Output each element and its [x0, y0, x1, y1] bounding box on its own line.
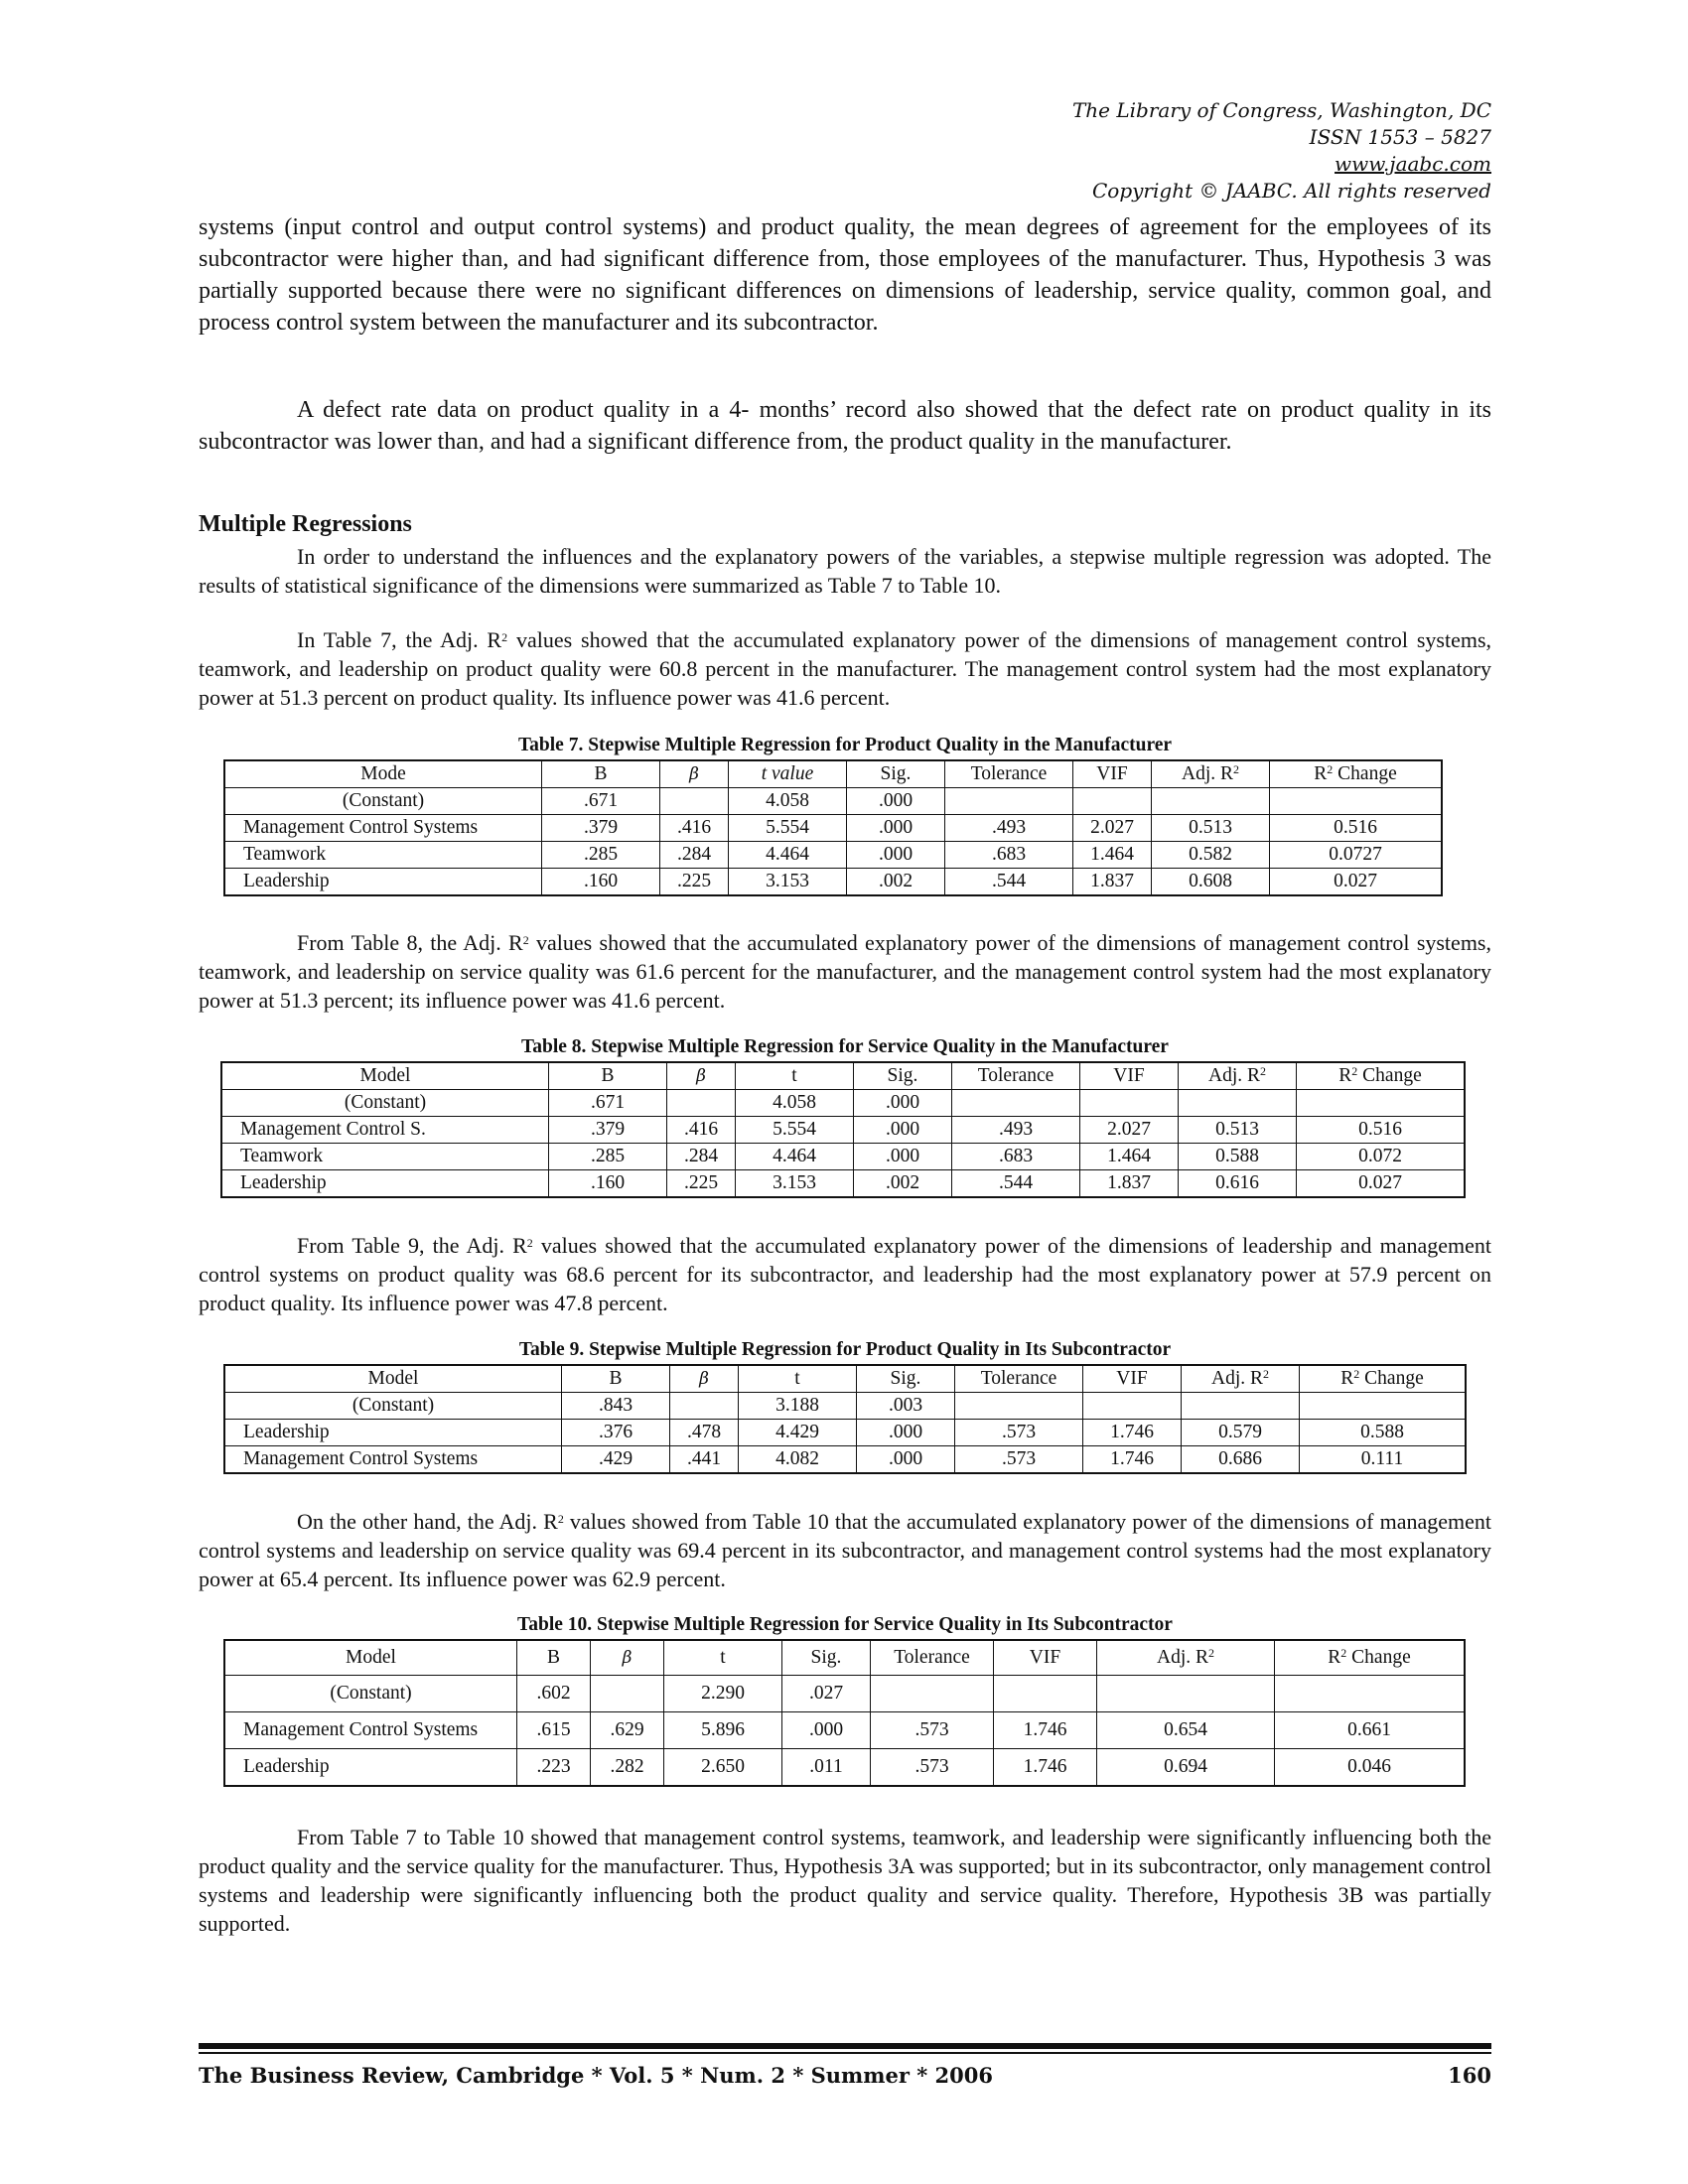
paragraph-table7-summary [199, 625, 1491, 712]
table-cell: 0.579 [1182, 1420, 1300, 1446]
text-fragment: values showed that the accumulated explanatory power of the dimensions of management control systems, teamwork, and leadership on product quality were 60.8 percent in the manufacturer. The management control system had the most explanatory power at 51.3 percent on product quality. Its influence power was 41.6 percent. [199, 627, 1492, 710]
table-cell: .003 [857, 1393, 955, 1420]
table-cell: .478 [670, 1420, 739, 1446]
superscript: 2 [1327, 762, 1334, 776]
text-fragment: R [1314, 763, 1328, 784]
table-cell: 1.746 [994, 1712, 1097, 1749]
header-cell: β [667, 1062, 736, 1090]
table-cell: .160 [549, 1170, 667, 1198]
text-fragment: In Table 7, the Adj. R [297, 627, 502, 652]
paragraph-table8-summary [199, 928, 1491, 1015]
section-heading: Multiple Regressions [199, 511, 412, 537]
header-cell: B [549, 1062, 667, 1090]
table7-caption: Table 7. Stepwise Multiple Regression for Product Quality in the Manufacturer [517, 735, 1173, 755]
table-cell [1080, 1090, 1179, 1117]
table-cell: 2.290 [664, 1676, 782, 1712]
table-cell: 0.513 [1152, 815, 1270, 842]
table-cell: 0.686 [1182, 1446, 1300, 1474]
header-cell [1152, 760, 1270, 788]
text-fragment: Adj. R [1181, 763, 1233, 784]
table-cell: .000 [847, 815, 945, 842]
table-cell: (Constant) [224, 788, 542, 815]
header-cell [1270, 760, 1443, 788]
table-cell [660, 788, 729, 815]
header-cell: Sig. [857, 1365, 955, 1393]
table-cell: Teamwork [221, 1144, 549, 1170]
table-cell: .843 [562, 1393, 670, 1420]
table-cell [1270, 788, 1443, 815]
table-cell: .376 [562, 1420, 670, 1446]
table-cell: .573 [955, 1446, 1083, 1474]
table-cell: 4.058 [729, 788, 847, 815]
paragraph-intro-regression: In order to understand the influences and the explanatory powers of the variables, a stepwise multiple regression was adopted. The results of statistical significance of the dimensions were summarized as Table 7 to Table 10. [199, 544, 1491, 598]
table-cell: 0.111 [1300, 1446, 1467, 1474]
table-cell: Leadership [221, 1170, 549, 1198]
text-fragment: values showed that the accumulated explanatory power of the dimensions of leadership and management control systems on product quality was 68.6 percent for its subcontractor, and leadership had the most explanatory power at 57.9 percent on product quality. Its influence power was 47.8 percent. [199, 1233, 1491, 1315]
text-fragment: Change [1357, 1065, 1422, 1086]
paragraph-table9-summary [199, 1231, 1491, 1317]
table-cell: Leadership [224, 1749, 517, 1787]
header-cell: Sig. [847, 760, 945, 788]
text-fragment: R [1328, 1647, 1341, 1668]
table-row [221, 1144, 1465, 1170]
table-cell: 0.072 [1297, 1144, 1466, 1170]
table-cell: .379 [542, 815, 660, 842]
table-cell: .573 [955, 1420, 1083, 1446]
table-cell: 2.650 [664, 1749, 782, 1787]
paragraph-table10-summary [199, 1507, 1491, 1593]
table-cell: 1.746 [1083, 1420, 1182, 1446]
table-cell [871, 1676, 994, 1712]
header-cell: Model [224, 1365, 562, 1393]
table-row [224, 788, 1442, 815]
table-header-row [224, 1365, 1466, 1393]
table-cell: .284 [660, 842, 729, 869]
text-fragment: values showed from Table 10 that the accumulated explanatory power of the dimensions of management control systems and leadership on service quality was 69.4 percent in its subcontractor, and management control systems had the most explanatory power at 65.4 percent. Its influence power was 62.9 percent. [199, 1509, 1491, 1591]
header-cell: Tolerance [871, 1640, 994, 1676]
table-cell: 0.046 [1275, 1749, 1466, 1787]
table-cell: .285 [542, 842, 660, 869]
journal-header [1072, 97, 1491, 205]
table-cell: .284 [667, 1144, 736, 1170]
table8-caption: Table 8. Stepwise Multiple Regression for Service Quality in the Manufacturer [521, 1036, 1169, 1057]
table7 [223, 759, 1443, 896]
table-cell: 0.616 [1179, 1170, 1297, 1198]
header-cell [1182, 1365, 1300, 1393]
table-cell: Management Control Systems [224, 815, 542, 842]
paragraph-conclusion: From Table 7 to Table 10 showed that management control systems, teamwork, and leadership were significantly influencing both the product quality and the service quality for the manufacturer. Thus, Hypothesis 3A was supported; but in its subcontractor, only management control systems and leadership were significantly influencing both the product quality and service quality. Therefore, Hypothesis 3B was partially supported. [199, 1825, 1491, 1936]
table-cell [955, 1393, 1083, 1420]
header-cell: VIF [1083, 1365, 1182, 1393]
table-cell: 4.058 [736, 1090, 854, 1117]
header-cell [1097, 1640, 1275, 1676]
header-cell: t [736, 1062, 854, 1090]
superscript: 2 [1263, 1367, 1269, 1381]
table-cell [952, 1090, 1080, 1117]
table-cell: 0.661 [1275, 1712, 1466, 1749]
table-cell: 5.554 [736, 1117, 854, 1144]
superscript: 2 [526, 1236, 533, 1250]
superscript: 2 [1353, 1367, 1360, 1381]
table-row [224, 1393, 1466, 1420]
table-row [221, 1117, 1465, 1144]
table-cell: 0.027 [1270, 869, 1443, 896]
page-footer [199, 2063, 1491, 2088]
header-copyright: Copyright © JAABC. All rights reserved [1091, 179, 1491, 203]
table-cell [1300, 1393, 1467, 1420]
table-header-row [224, 760, 1442, 788]
table-cell: .011 [782, 1749, 871, 1787]
table-row [221, 1170, 1465, 1198]
superscript: 2 [557, 1512, 564, 1526]
superscript: 2 [1233, 762, 1239, 776]
table-cell: 1.464 [1073, 842, 1152, 869]
header-cell: VIF [1073, 760, 1152, 788]
header-cell: VIF [1080, 1062, 1179, 1090]
table-cell: 4.464 [736, 1144, 854, 1170]
table9-caption: Table 9. Stepwise Multiple Regression for Product Quality in Its Subcontractor [518, 1339, 1172, 1360]
table-row [221, 1090, 1465, 1117]
table-cell: .379 [549, 1117, 667, 1144]
header-library: The Library of Congress, Washington, DC [1071, 98, 1491, 122]
table-cell: 1.837 [1073, 869, 1152, 896]
table-row [224, 1420, 1466, 1446]
table-cell: 0.516 [1297, 1117, 1466, 1144]
table-cell: Teamwork [224, 842, 542, 869]
table-cell: .573 [871, 1712, 994, 1749]
header-cell: β [591, 1640, 664, 1676]
header-cell: B [542, 760, 660, 788]
header-cell: t [739, 1365, 857, 1393]
table-cell: .544 [952, 1170, 1080, 1198]
table-cell: .671 [542, 788, 660, 815]
table8 [220, 1061, 1466, 1198]
table-cell: 0.516 [1270, 815, 1443, 842]
table-cell: Leadership [224, 1420, 562, 1446]
table-cell: .493 [952, 1117, 1080, 1144]
table-cell: .000 [854, 1090, 952, 1117]
header-cell: Model [221, 1062, 549, 1090]
table-cell: .493 [945, 815, 1073, 842]
table-cell: .416 [660, 815, 729, 842]
table-cell: 3.153 [736, 1170, 854, 1198]
text-fragment: On the other hand, the Adj. R [297, 1509, 558, 1534]
table-cell [945, 788, 1073, 815]
table-row [224, 869, 1442, 896]
header-cell: Tolerance [945, 760, 1073, 788]
text-fragment: Change [1359, 1368, 1424, 1389]
table-cell: 2.027 [1073, 815, 1152, 842]
table-cell: 1.464 [1080, 1144, 1179, 1170]
table-cell: 4.464 [729, 842, 847, 869]
table-cell: .544 [945, 869, 1073, 896]
table-cell: .000 [854, 1144, 952, 1170]
text-fragment: Adj. R [1210, 1368, 1263, 1389]
footer-rule [199, 2052, 1491, 2054]
text-fragment: Change [1346, 1647, 1411, 1668]
superscript: 2 [1340, 1646, 1347, 1660]
header-cell [1300, 1365, 1467, 1393]
table-cell: Management Control Systems [224, 1712, 517, 1749]
table-cell: Management Control S. [221, 1117, 549, 1144]
superscript: 2 [1260, 1064, 1266, 1078]
table-cell: .000 [847, 842, 945, 869]
table-cell: .615 [517, 1712, 591, 1749]
table-cell: 3.153 [729, 869, 847, 896]
table-cell [1073, 788, 1152, 815]
table-cell: .002 [847, 869, 945, 896]
table-cell: .441 [670, 1446, 739, 1474]
table-cell: Leadership [224, 869, 542, 896]
table-cell [1097, 1676, 1275, 1712]
text-fragment: R [1338, 1065, 1352, 1086]
table-cell: .027 [782, 1676, 871, 1712]
table-row [224, 842, 1442, 869]
table-cell: .629 [591, 1712, 664, 1749]
table-cell: .225 [660, 869, 729, 896]
header-cell [1179, 1062, 1297, 1090]
header-cell: Mode [224, 760, 542, 788]
table-cell: .602 [517, 1676, 591, 1712]
text-fragment: Change [1333, 763, 1397, 784]
table-cell: .429 [562, 1446, 670, 1474]
text-fragment: values showed that the accumulated explanatory power of the dimensions of management control systems, teamwork, and leadership on service quality was 61.6 percent for the manufacturer, and the management control system had the most explanatory power at 51.3 percent; its influence power was 41.6 percent. [199, 930, 1491, 1013]
table-row [224, 1749, 1465, 1787]
paragraph-defect-rate: A defect rate data on product quality in a 4- months’ record also showed that the defect rate on product quality in its subcontractor was lower than, and had a significant difference from, the product quality in the manufacturer. [199, 397, 1491, 455]
table-row [224, 1446, 1466, 1474]
table-cell: .000 [857, 1420, 955, 1446]
header-cell: t value [729, 760, 847, 788]
table-cell: .416 [667, 1117, 736, 1144]
footer-rule [199, 2043, 1491, 2049]
paragraph-hypothesis3: systems (input control and output control systems) and product quality, the mean degrees of agreement for the employees of its subcontractor were higher than, and had significant difference from, those employees of the manufacturer. Thus, Hypothesis 3 was partially supported because there were no significant differences on dimensions of leadership, service quality, common goal, and process control system between the manufacturer and its subcontractor. [199, 214, 1491, 336]
table-cell: .160 [542, 869, 660, 896]
header-cell: β [670, 1365, 739, 1393]
table-cell [1297, 1090, 1466, 1117]
header-cell: β [660, 760, 729, 788]
table-cell: .000 [854, 1117, 952, 1144]
header-cell: t [664, 1640, 782, 1676]
table-cell [1179, 1090, 1297, 1117]
text-fragment: Adj. R [1207, 1065, 1260, 1086]
header-cell: Tolerance [955, 1365, 1083, 1393]
table-cell [591, 1676, 664, 1712]
table10 [223, 1639, 1466, 1787]
table-cell: .285 [549, 1144, 667, 1170]
table-cell: .000 [782, 1712, 871, 1749]
table-cell: 0.588 [1179, 1144, 1297, 1170]
table-cell: .000 [857, 1446, 955, 1474]
table-cell: 0.513 [1179, 1117, 1297, 1144]
table-cell: 4.429 [739, 1420, 857, 1446]
table-cell: 0.582 [1152, 842, 1270, 869]
table-cell: 4.082 [739, 1446, 857, 1474]
table-header-row [221, 1062, 1465, 1090]
text-fragment: Adj. R [1156, 1647, 1208, 1668]
table-cell: 1.837 [1080, 1170, 1179, 1198]
table-cell: .223 [517, 1749, 591, 1787]
table-cell: 0.608 [1152, 869, 1270, 896]
table-cell [1275, 1676, 1466, 1712]
table-cell: 0.588 [1300, 1420, 1467, 1446]
header-cell: Tolerance [952, 1062, 1080, 1090]
text-fragment: From Table 8, the Adj. R [297, 930, 523, 955]
table10-caption: Table 10. Stepwise Multiple Regression for Service Quality in Its Subcontractor [517, 1614, 1173, 1635]
table-cell: .683 [952, 1144, 1080, 1170]
header-cell: B [517, 1640, 591, 1676]
table9 [223, 1364, 1467, 1474]
table-cell: .683 [945, 842, 1073, 869]
table-cell [1182, 1393, 1300, 1420]
header-issn: ISSN 1553 – 5827 [1309, 125, 1491, 149]
header-cell: VIF [994, 1640, 1097, 1676]
header-cell [1275, 1640, 1466, 1676]
table-cell: .282 [591, 1749, 664, 1787]
table-cell [670, 1393, 739, 1420]
table-cell: 0.0727 [1270, 842, 1443, 869]
superscript: 2 [522, 933, 529, 947]
superscript: 2 [501, 630, 508, 644]
header-cell [1297, 1062, 1466, 1090]
table-cell [1152, 788, 1270, 815]
table-cell: (Constant) [221, 1090, 549, 1117]
header-cell: B [562, 1365, 670, 1393]
table-cell: .573 [871, 1749, 994, 1787]
table-header-row [224, 1640, 1465, 1676]
page-number: 160 [1448, 2063, 1491, 2088]
table-cell: 0.654 [1097, 1712, 1275, 1749]
header-cell: Sig. [854, 1062, 952, 1090]
table-cell: Management Control Systems [224, 1446, 562, 1474]
table-cell: 2.027 [1080, 1117, 1179, 1144]
text-fragment: R [1340, 1368, 1354, 1389]
table-cell: 3.188 [739, 1393, 857, 1420]
header-cell: Sig. [782, 1640, 871, 1676]
table-cell: 5.554 [729, 815, 847, 842]
table-row [224, 1676, 1465, 1712]
table-cell [994, 1676, 1097, 1712]
table-row [224, 1712, 1465, 1749]
table-cell: (Constant) [224, 1676, 517, 1712]
table-row [224, 815, 1442, 842]
header-website-link[interactable]: www.jaabc.com [1335, 152, 1491, 176]
superscript: 2 [1351, 1064, 1358, 1078]
table-cell [667, 1090, 736, 1117]
table-cell: 1.746 [1083, 1446, 1182, 1474]
table-cell: 0.694 [1097, 1749, 1275, 1787]
table-cell: .002 [854, 1170, 952, 1198]
header-cell: Model [224, 1640, 517, 1676]
superscript: 2 [1208, 1646, 1214, 1660]
footer-journal: The Business Review, Cambridge * Vol. 5 * Num. 2 * Summer * 2006 [199, 2063, 993, 2088]
table-cell: 5.896 [664, 1712, 782, 1749]
table-cell: .225 [667, 1170, 736, 1198]
text-fragment: From Table 9, the Adj. R [297, 1233, 527, 1258]
table-cell: 1.746 [994, 1749, 1097, 1787]
table-cell: .671 [549, 1090, 667, 1117]
table-cell: .000 [847, 788, 945, 815]
table-cell: 0.027 [1297, 1170, 1466, 1198]
table-cell: (Constant) [224, 1393, 562, 1420]
table-cell [1083, 1393, 1182, 1420]
